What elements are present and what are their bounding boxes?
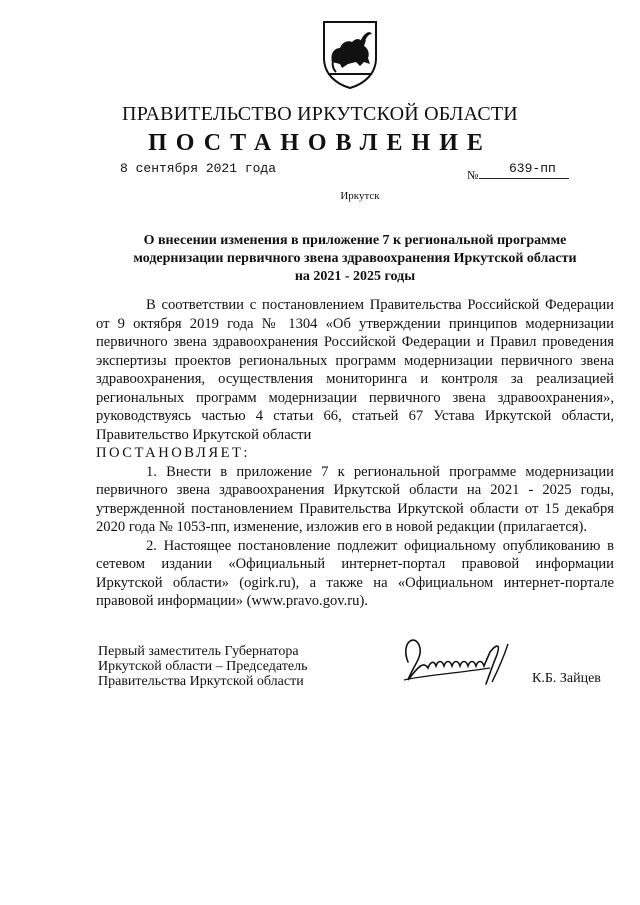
document-subject: [110, 232, 600, 286]
item-1-paragraph: 1. Внести в приложение 7 к региональной программе модернизации первичного звена здравоохранения Иркутской области на 2021 - 2025 годы, утвержденной постановлением Правительства Иркутской области от 15 декабря 2020 года № 1053-пп, изменение, изложив его в новой редакции (прилагается).: [96, 463, 614, 535]
resolve-heading: ПОСТАНОВЛЯЕТ:: [96, 445, 250, 461]
number-value: 639-пп: [509, 161, 556, 176]
document-type-title: ПОСТАНОВЛЕНИЕ: [148, 130, 492, 156]
document-body: [96, 296, 614, 611]
subject-line: на 2021 - 2025 годы: [294, 269, 416, 284]
government-title: ПРАВИТЕЛЬСТВО ИРКУТСКОЙ ОБЛАСТИ: [122, 103, 518, 125]
document-number: [467, 163, 569, 181]
signer-position-line: Правительства Иркутской области: [98, 674, 304, 689]
signer-position-line: Первый заместитель Губернатора: [98, 644, 299, 659]
signer-name: К.Б. Зайцев: [532, 671, 601, 686]
document-date: 8 сентября 2021 года: [120, 161, 277, 176]
item-2-paragraph: 2. Настоящее постановление подлежит официальному опубликованию в сетевом издании «Официальный интернет-портал правовой информации Иркутской области» (ogirk.ru), а также на «Официальном интернет-портале правовой информации» (www.pravo.gov.ru).: [96, 537, 614, 609]
signer-position-line: Иркутской области – Председатель: [98, 659, 308, 674]
preamble-paragraph: В соответствии с постановлением Правительства Российской Федерации от 9 октября 2019 года № 1304 «Об утверждении принципов модернизации первичного звена здравоохранения Российской Федерации и Правил проведения экспертизы проектов региональных программ модернизации первичного звена здравоохранения, осуществления мониторинга и контроля за реализацией региональных программ модернизации первичного звена здравоохранения», руководствуясь частью 4 статьи 66, статьей 67 Устава Иркутской области, Правительство Иркутской области: [96, 297, 614, 443]
subject-line: О внесении изменения в приложение 7 к региональной программе: [143, 233, 567, 248]
document-city: Иркутск: [340, 190, 380, 202]
irkutsk-coat-of-arms-icon: [320, 18, 380, 90]
number-underline: [479, 178, 569, 179]
signer-position: [98, 644, 307, 689]
subject-line: модернизации первичного звена здравоохранения Иркутской области: [133, 251, 577, 266]
handwritten-signature: [390, 622, 530, 702]
number-sign: №: [467, 168, 479, 182]
